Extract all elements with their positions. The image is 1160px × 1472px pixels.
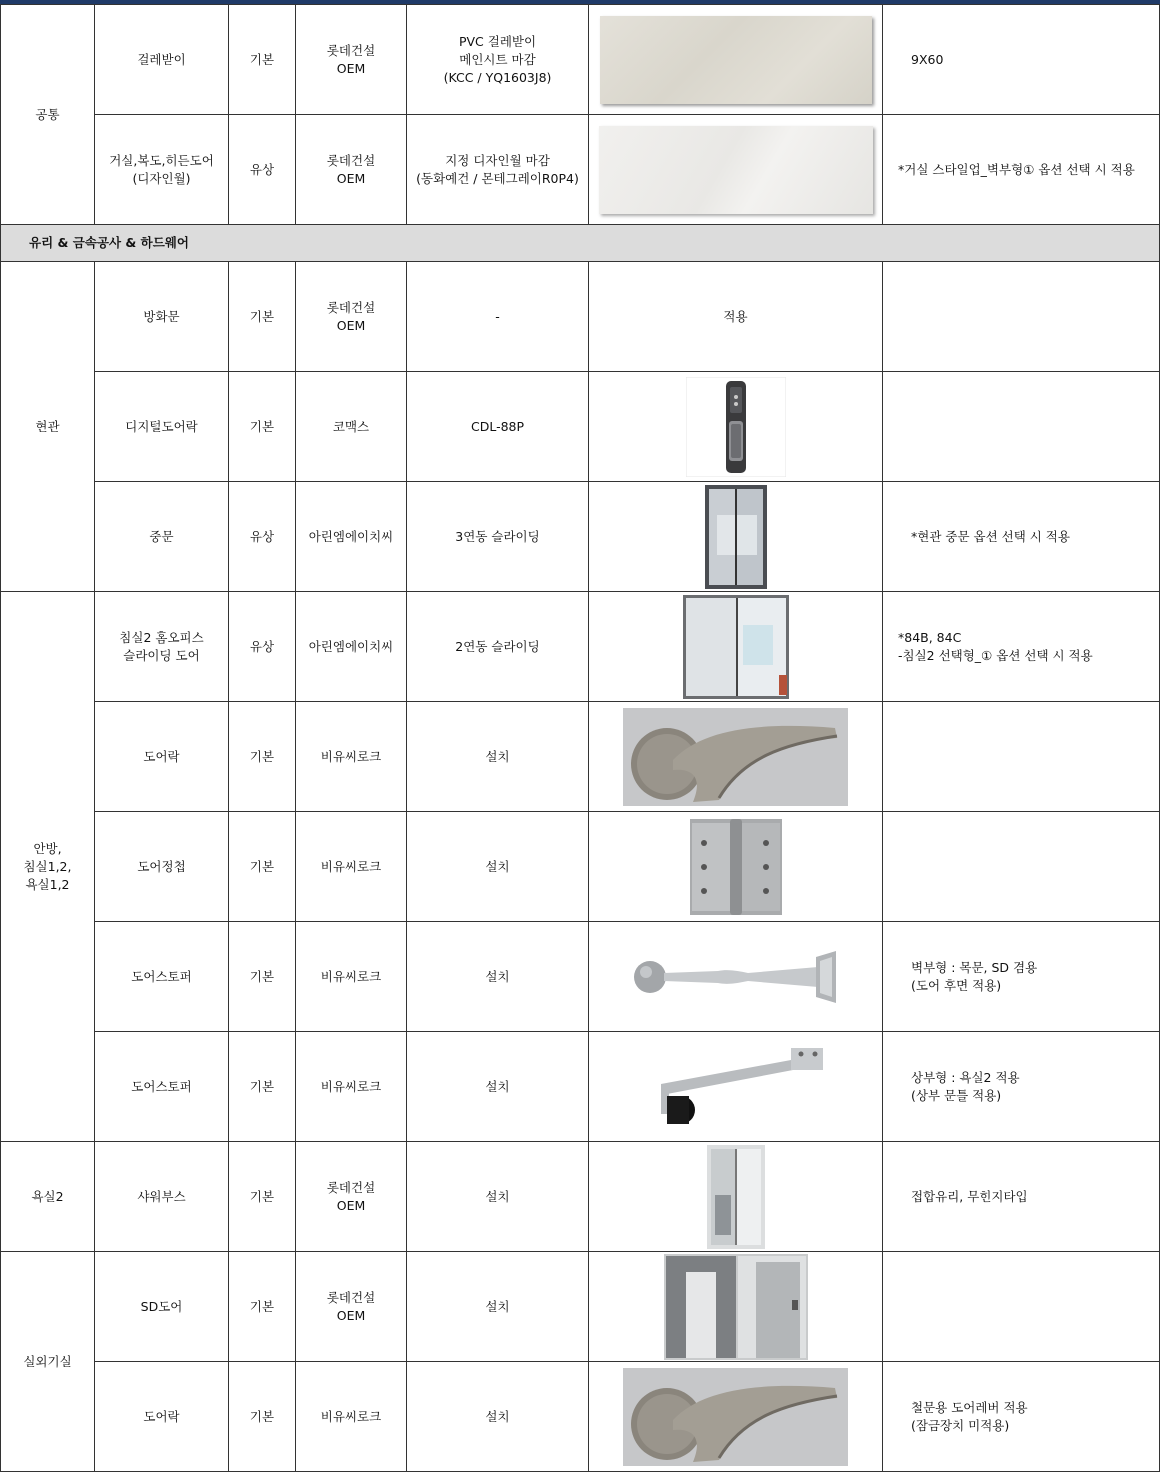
table-row (1, 812, 1160, 922)
home-office-door-image (683, 595, 789, 699)
image-cell (589, 1032, 883, 1142)
spec-cell: 2연동 슬라이딩 (407, 592, 589, 702)
location-cell: 공통 (1, 5, 95, 225)
note-cell: *거실 스타일업_벽부형① 옵션 선택 시 적용 (883, 115, 1160, 225)
spec-table (0, 4, 1160, 1472)
type-cell: 기본 (229, 1032, 296, 1142)
table-row (1, 372, 1160, 482)
item-cell: SD도어 (95, 1252, 229, 1362)
design-wall-sample-image (599, 126, 873, 214)
lever-handle-image (623, 1368, 848, 1466)
maker-cell: 아린엠에이치씨 (296, 482, 407, 592)
item-cell: 도어정첩 (95, 812, 229, 922)
table-row (1, 1252, 1160, 1362)
type-cell: 기본 (229, 1362, 296, 1472)
spec-cell: 설치 (407, 1252, 589, 1362)
note-cell: 벽부형 : 목문, SD 겸용 (도어 후면 적용) (883, 922, 1160, 1032)
image-cell (589, 592, 883, 702)
type-cell: 기본 (229, 372, 296, 482)
maker-cell: 비유씨로크 (296, 922, 407, 1032)
item-cell: 도어스토퍼 (95, 922, 229, 1032)
location-cell: 안방, 침실1,2, 욕실1,2 (1, 592, 95, 1142)
table-row (1, 1362, 1160, 1472)
wall-door-stopper-image (628, 947, 844, 1007)
item-cell: 걸레받이 (95, 5, 229, 115)
item-cell: 중문 (95, 482, 229, 592)
type-cell: 유상 (229, 592, 296, 702)
baseboard-sample-image (600, 16, 872, 104)
spec-cell: 설치 (407, 812, 589, 922)
location-cell: 욕실2 (1, 1142, 95, 1252)
image-cell (589, 115, 883, 225)
item-cell: 도어스토퍼 (95, 1032, 229, 1142)
note-cell: 상부형 : 욕실2 적용 (상부 문틀 적용) (883, 1032, 1160, 1142)
spec-cell: CDL-88P (407, 372, 589, 482)
maker-cell: 비유씨로크 (296, 1362, 407, 1472)
spec-cell: 설치 (407, 1142, 589, 1252)
image-cell: 적용 (589, 262, 883, 372)
table-row (1, 115, 1160, 225)
image-cell (589, 922, 883, 1032)
sliding-door-image (705, 485, 767, 589)
image-cell (589, 1252, 883, 1362)
spec-cell: 설치 (407, 1032, 589, 1142)
ceiling-door-stopper-image (641, 1044, 831, 1130)
spec-cell: 설치 (407, 1362, 589, 1472)
type-cell: 기본 (229, 1142, 296, 1252)
spec-cell: 3연동 슬라이딩 (407, 482, 589, 592)
table-row (1, 702, 1160, 812)
image-cell (589, 372, 883, 482)
maker-cell: 롯데건설 OEM (296, 1142, 407, 1252)
type-cell: 기본 (229, 922, 296, 1032)
digital-door-lock-image (686, 377, 786, 477)
note-cell (883, 812, 1160, 922)
table-row (1, 1032, 1160, 1142)
image-cell (589, 1362, 883, 1472)
image-cell (589, 482, 883, 592)
note-cell: *현관 중문 옵션 선택 시 적용 (883, 482, 1160, 592)
type-cell: 기본 (229, 812, 296, 922)
item-cell: 거실,복도,히든도어 (디자인월) (95, 115, 229, 225)
section-title: 유리 & 금속공사 & 하드웨어 (1, 225, 1160, 262)
note-cell (883, 372, 1160, 482)
table-row (1, 5, 1160, 115)
maker-cell: 비유씨로크 (296, 702, 407, 812)
location-cell: 실외기실 (1, 1252, 95, 1472)
maker-cell: 롯데건설 OEM (296, 262, 407, 372)
spec-cell: PVC 걸레받이 메인시트 마감 (KCC / YQ1603J8) (407, 5, 589, 115)
item-cell: 방화문 (95, 262, 229, 372)
spec-cell: 지정 디자인월 마감 (동화예건 / 몬테그레이R0P4) (407, 115, 589, 225)
item-cell: 샤워부스 (95, 1142, 229, 1252)
image-cell (589, 702, 883, 812)
maker-cell: 코맥스 (296, 372, 407, 482)
spec-cell: 설치 (407, 702, 589, 812)
table-row (1, 922, 1160, 1032)
type-cell: 기본 (229, 1252, 296, 1362)
type-cell: 기본 (229, 262, 296, 372)
maker-cell: 비유씨로크 (296, 1032, 407, 1142)
image-cell (589, 1142, 883, 1252)
lever-handle-image (623, 708, 848, 806)
spec-cell: - (407, 262, 589, 372)
type-cell: 기본 (229, 702, 296, 812)
maker-cell: 롯데건설 OEM (296, 1252, 407, 1362)
hinge-image (690, 819, 782, 915)
item-cell: 도어락 (95, 702, 229, 812)
item-cell: 침실2 홈오피스 슬라이딩 도어 (95, 592, 229, 702)
note-cell (883, 702, 1160, 812)
maker-cell: 비유씨로크 (296, 812, 407, 922)
table-row (1, 262, 1160, 372)
note-cell (883, 262, 1160, 372)
note-cell: 접합유리, 무힌지타입 (883, 1142, 1160, 1252)
item-cell: 디지털도어락 (95, 372, 229, 482)
type-cell: 기본 (229, 5, 296, 115)
shower-booth-image (707, 1145, 765, 1249)
location-cell: 현관 (1, 262, 95, 592)
item-cell: 도어락 (95, 1362, 229, 1472)
note-cell (883, 1252, 1160, 1362)
note-cell: 9X60 (883, 5, 1160, 115)
sd-door-image (664, 1254, 808, 1360)
image-cell (589, 812, 883, 922)
maker-cell: 아린엠에이치씨 (296, 592, 407, 702)
section-header-row (1, 225, 1160, 262)
type-cell: 유상 (229, 115, 296, 225)
table-row (1, 592, 1160, 702)
table-row (1, 1142, 1160, 1252)
maker-cell: 롯데건설 OEM (296, 115, 407, 225)
maker-cell: 롯데건설 OEM (296, 5, 407, 115)
note-cell: 철문용 도어레버 적용 (잠금장치 미적용) (883, 1362, 1160, 1472)
note-cell: *84B, 84C -침실2 선택형_① 옵션 선택 시 적용 (883, 592, 1160, 702)
image-cell (589, 5, 883, 115)
spec-cell: 설치 (407, 922, 589, 1032)
type-cell: 유상 (229, 482, 296, 592)
table-row (1, 482, 1160, 592)
